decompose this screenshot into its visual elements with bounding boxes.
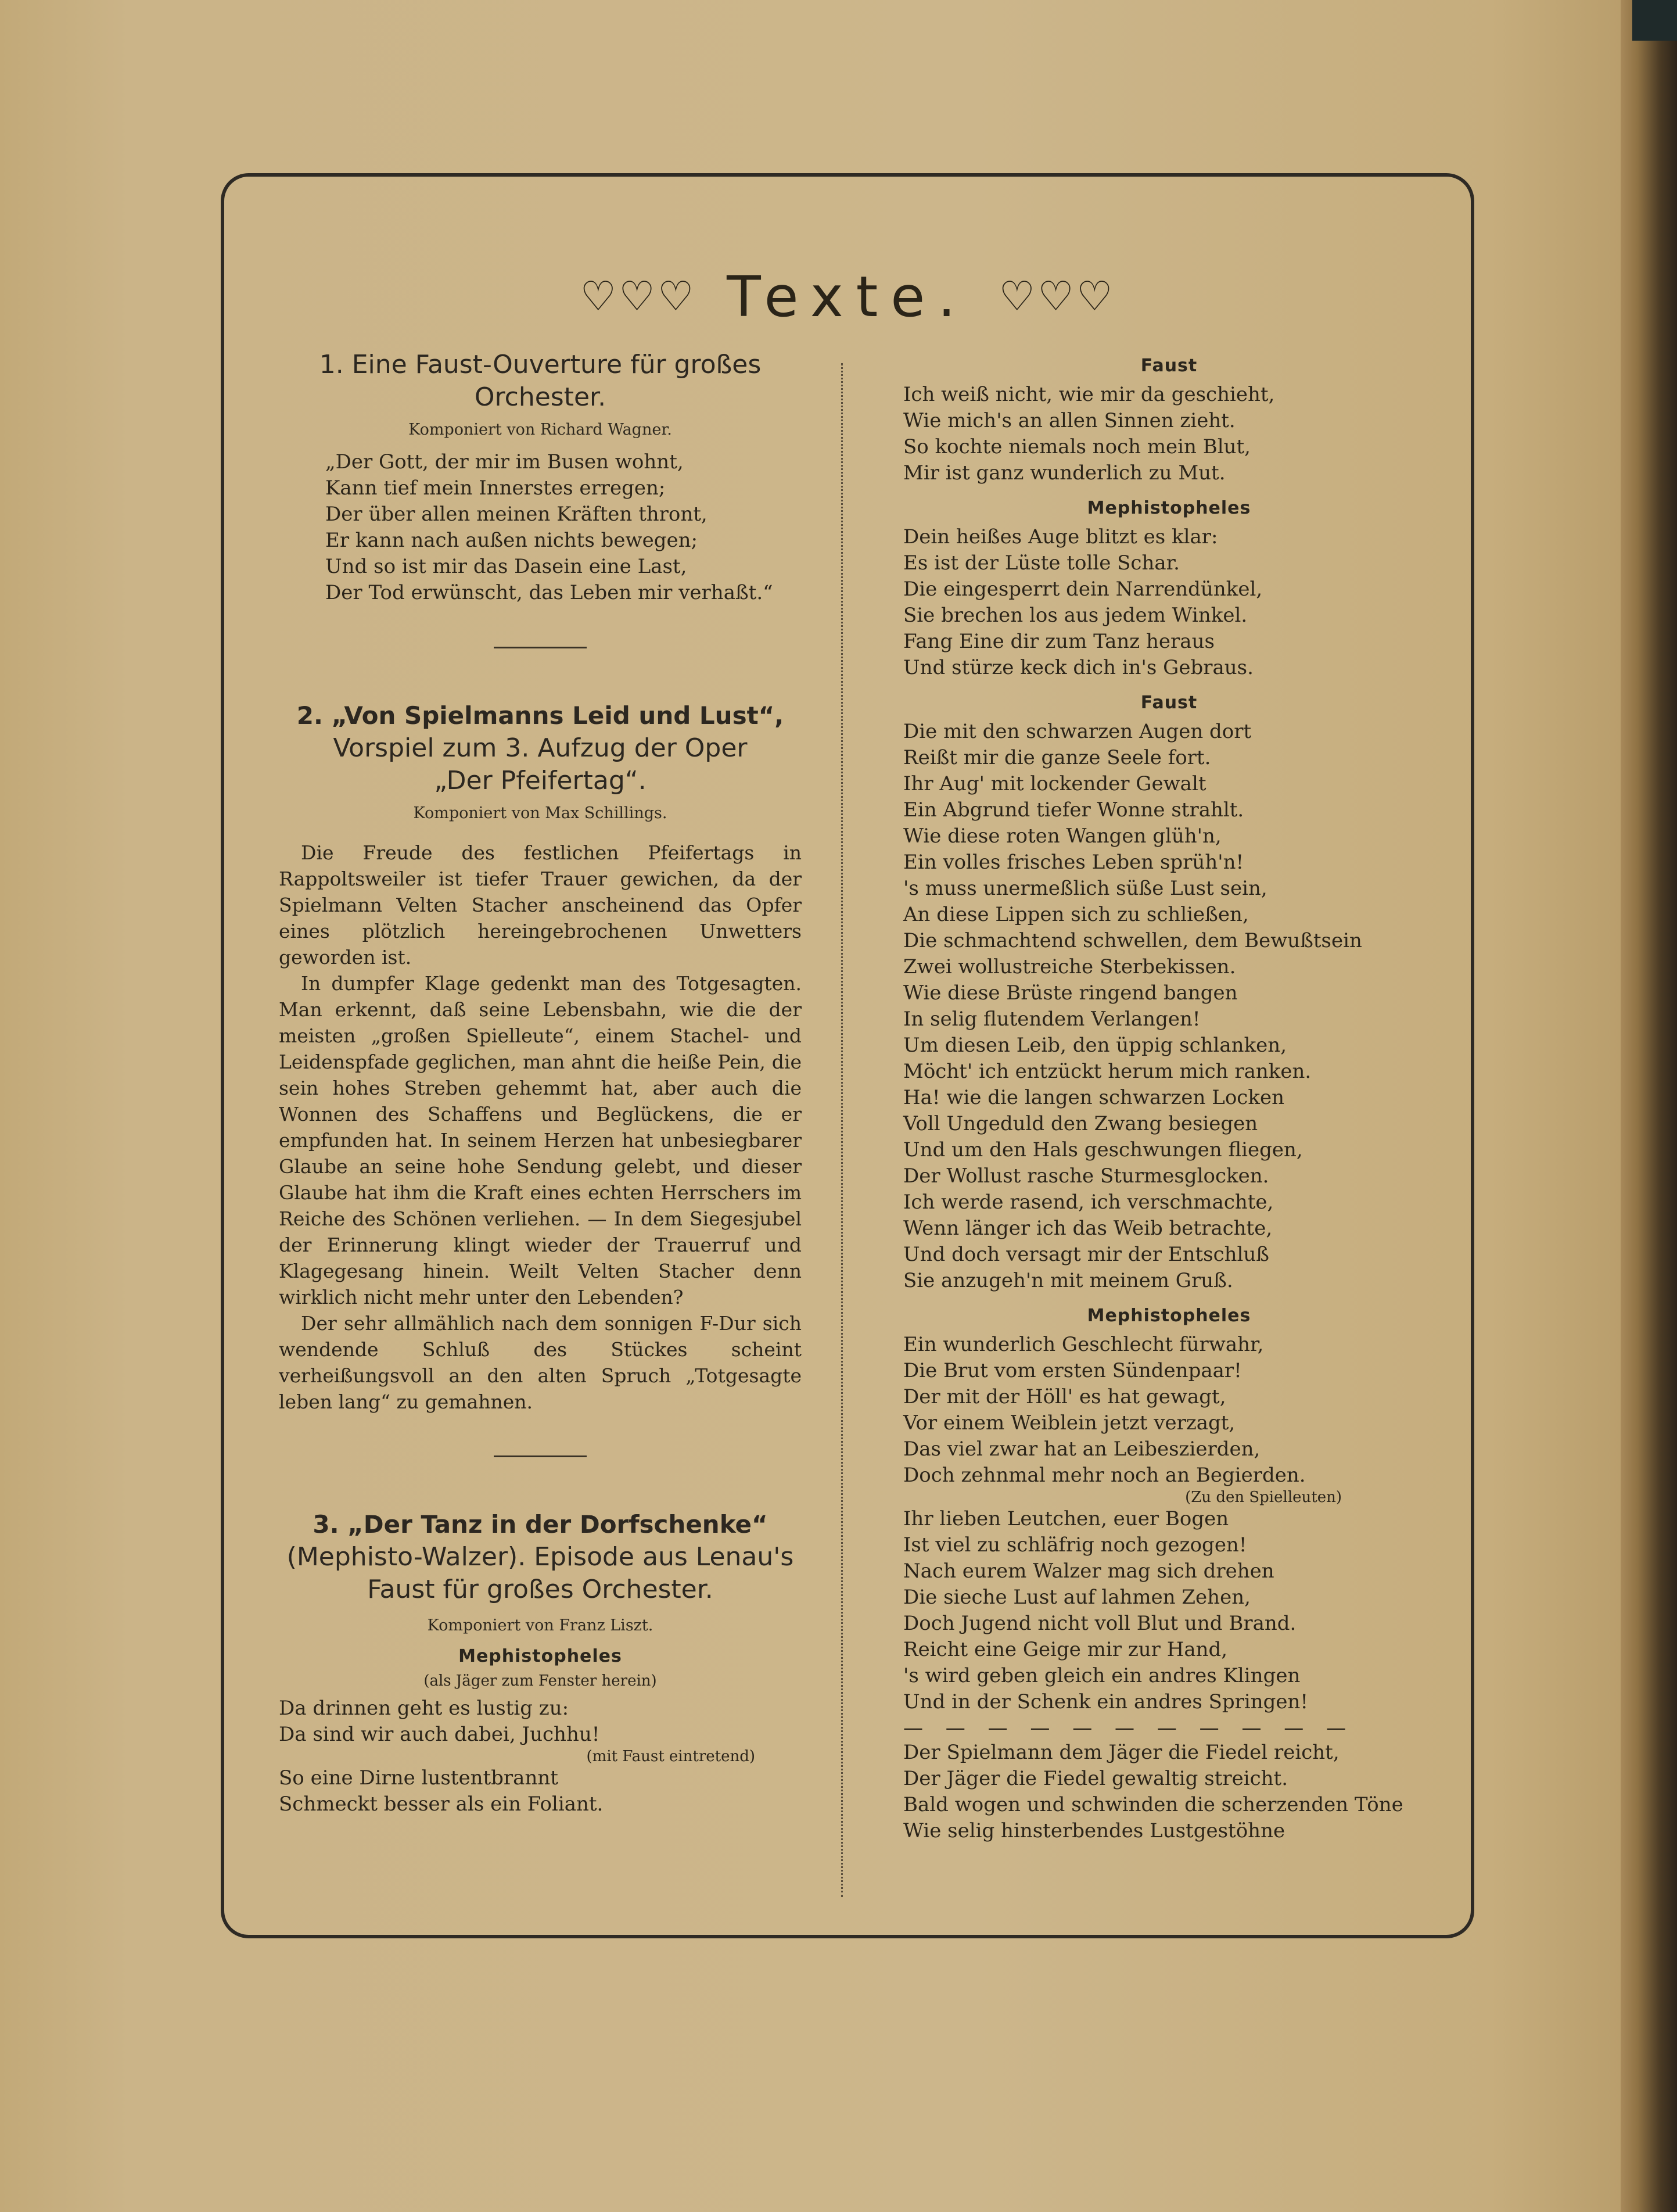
background-corner: [1632, 0, 1677, 41]
verse-narration: Der Spielmann dem Jäger die Fiedel reicht, Der Jäger die Fiedel gewaltig streicht. Bald wogen und schwinden die scherzenden Töne Wie selig hinsterbendes Lustgestöhne: [903, 1741, 1403, 1842]
section-3-composer: Komponiert von Franz Liszt.: [427, 1616, 653, 1634]
verse-mephisto-1: Dein heißes Auge blitzt es klar: Es ist der Lüste tolle Schar. Die eingesperrt dein Narrendünkel, Sie brechen los aus jedem Winkel. Fang Eine dir zum Tanz heraus Und stürze keck dich in's Gebraus.: [903, 525, 1263, 679]
section-1-heading: 1. Eine Faust-Ouverture für großes Orchester.: [319, 350, 762, 412]
role-faust: Faust: [1140, 693, 1198, 713]
stage-direction: (mit Faust eintretend): [586, 1748, 755, 1765]
verse-faust-2: Die mit den schwarzen Augen dort Reißt mir die ganze Seele fort. Ihr Aug' mit lockender Gewalt Ein Abgrund tiefer Wonne strahlt. Wie diese roten Wangen glüh'n, Ein volles frisches Leben sprüh'n! 's muss unermeßlich süße Lust sein, An diese Lippen sich zu schließen, Die schmachtend schwellen, dem Bewußtsein Zwei wollustreiche Sterbekissen. Wie diese Brüste ringend bangen In selig flutendem Verlangen! Um diesen Leib, den üppig schlanken, Möcht' ich entzückt herum mich ranken. Ha! wie die langen schwarzen Locken Voll Ungeduld den Zwang besiegen Und um den Hals geschwungen fliegen, Der Wollust rasche Sturmesglocken. Ich werde rasend, ich verschmachte, Wenn länger ich das Weib betrachte, Und doch versagt mir der Entschluß Sie anzugeh'n mit meinem Gruß.: [903, 720, 1362, 1292]
right-column: [903, 356, 1435, 1844]
section-rule: [494, 647, 587, 648]
section-1-composer: Komponiert von Richard Wagner.: [408, 421, 672, 439]
page-title: [221, 264, 1474, 329]
section-2-heading-line1: 2. „Von Spielmanns Leid und Lust“,: [296, 701, 784, 730]
hearts-left-ornament: ♡♡♡: [580, 273, 696, 320]
section-3-verse-2: So eine Dirne lustentbrannt Schmeckt besser als ein Foliant.: [279, 1766, 604, 1816]
left-column: [279, 349, 802, 1817]
dash-separator: — — — — — — — — — — —: [903, 1716, 1355, 1740]
section-2-heading-line3: „Der Pfeifertag“.: [434, 766, 647, 795]
section-2-paragraph-2: In dumpfer Klage gedenkt man des Totgesagten. Man erkennt, daß seine Lebensbahn, wie die der meisten „großen Spielleute“, einem Stachel- und Leidenspfade geglichen, man ahnt die heiße Pein, die sein hohes Streben gehemmt hat, aber auch die Wonnen des Schaffens und Beglückens, die er empfunden hat. In seinem Herzen hat unbesiegbarer Glaube an seine hohe Sendung gelebt, und dieser Glaube hat ihm die Kraft eines echten Herrschers im Reiche des Schönen verliehen. — In dem Siegesjubel der Erinnerung klingt wieder der Trauerruf und Klagegesang hinein. Weilt Velten Stacher denn wirklich nicht mehr unter den Lebenden?: [279, 972, 802, 1308]
verse-mephisto-2: Ein wunderlich Geschlecht fürwahr, Die Brut vom ersten Sündenpaar! Der mit der Höll' es hat gewagt, Vor einem Weiblein jetzt verzagt, Das viel zwar hat an Leibeszierden, Doch zehnmal mehr noch an Begierden.: [903, 1333, 1306, 1487]
section-faust-ouverture: [279, 349, 802, 606]
role-mephistopheles: Mephistopheles: [1087, 498, 1251, 518]
section-2-paragraph-3: Der sehr allmählich nach dem sonnigen F-Dur sich wendende Schluß des Stückes scheint verheißungsvoll an den alten Spruch „Totgesagte leben lang“ zu gemahnen.: [279, 1312, 802, 1413]
hearts-right-ornament: ♡♡♡: [999, 273, 1115, 320]
section-2-heading-line2: Vorspiel zum 3. Aufzug der Oper: [333, 733, 748, 763]
page-edge: [1621, 0, 1677, 2212]
section-3-heading-line1: 3. „Der Tanz in der Dorfschenke“: [313, 1510, 768, 1539]
section-spielmanns-leid: [279, 700, 802, 1415]
column-divider: [841, 363, 843, 1897]
role-faust: Faust: [1140, 356, 1198, 376]
section-2-composer: Komponiert von Max Schillings.: [413, 804, 667, 822]
stage-direction: (als Jäger zum Fenster herein): [423, 1672, 657, 1690]
section-3-heading-line2: (Mephisto-Walzer). Episode aus Lenau's: [286, 1542, 794, 1572]
section-3-verse-1: Da drinnen geht es lustig zu: Da sind wir auch dabei, Juchhu!: [279, 1697, 600, 1746]
section-tanz-dorfschenke: [279, 1508, 802, 1817]
section-3-heading-line3: Faust für großes Orchester.: [367, 1575, 713, 1604]
section-2-prose: [279, 840, 802, 1415]
section-rule: [494, 1455, 587, 1457]
role-mephistopheles: Mephistopheles: [458, 1646, 622, 1666]
stage-direction: (Zu den Spielleuten): [1185, 1489, 1342, 1506]
role-mephistopheles: Mephistopheles: [1087, 1306, 1251, 1326]
section-1-verse: „Der Gott, der mir im Busen wohnt, Kann tief mein Innerstes erregen; Der über allen meinen Kräften thront, Er kann nach außen nichts bewegen; Und so ist mir das Dasein eine Last, Der Tod erwünscht, das Leben mir verhaßt.“: [325, 450, 773, 604]
page-title-text: Texte.: [727, 264, 968, 329]
verse-faust-1: Ich weiß nicht, wie mir da geschieht, Wie mich's an allen Sinnen zieht. So kochte niemals noch mein Blut, Mir ist ganz wunderlich zu Mut.: [903, 383, 1275, 485]
verse-mephisto-3: Ihr lieben Leutchen, euer Bogen Ist viel zu schläfrig noch gezogen! Nach eurem Walzer mag sich drehen Die sieche Lust auf lahmen Zehen, Doch Jugend nicht voll Blut und Brand. Reicht eine Geige mir zur Hand, 's wird geben gleich ein andres Klingen Und in der Schenk ein andres Springen!: [903, 1507, 1309, 1713]
section-2-paragraph-1: Die Freude des festlichen Pfeifertags in Rappoltsweiler ist tiefer Trauer gewichen, da der Spielmann Velten Stacher anscheinend das Opfer eines plötzlich hereingebrochenen Unwetters geworden ist.: [279, 841, 802, 969]
